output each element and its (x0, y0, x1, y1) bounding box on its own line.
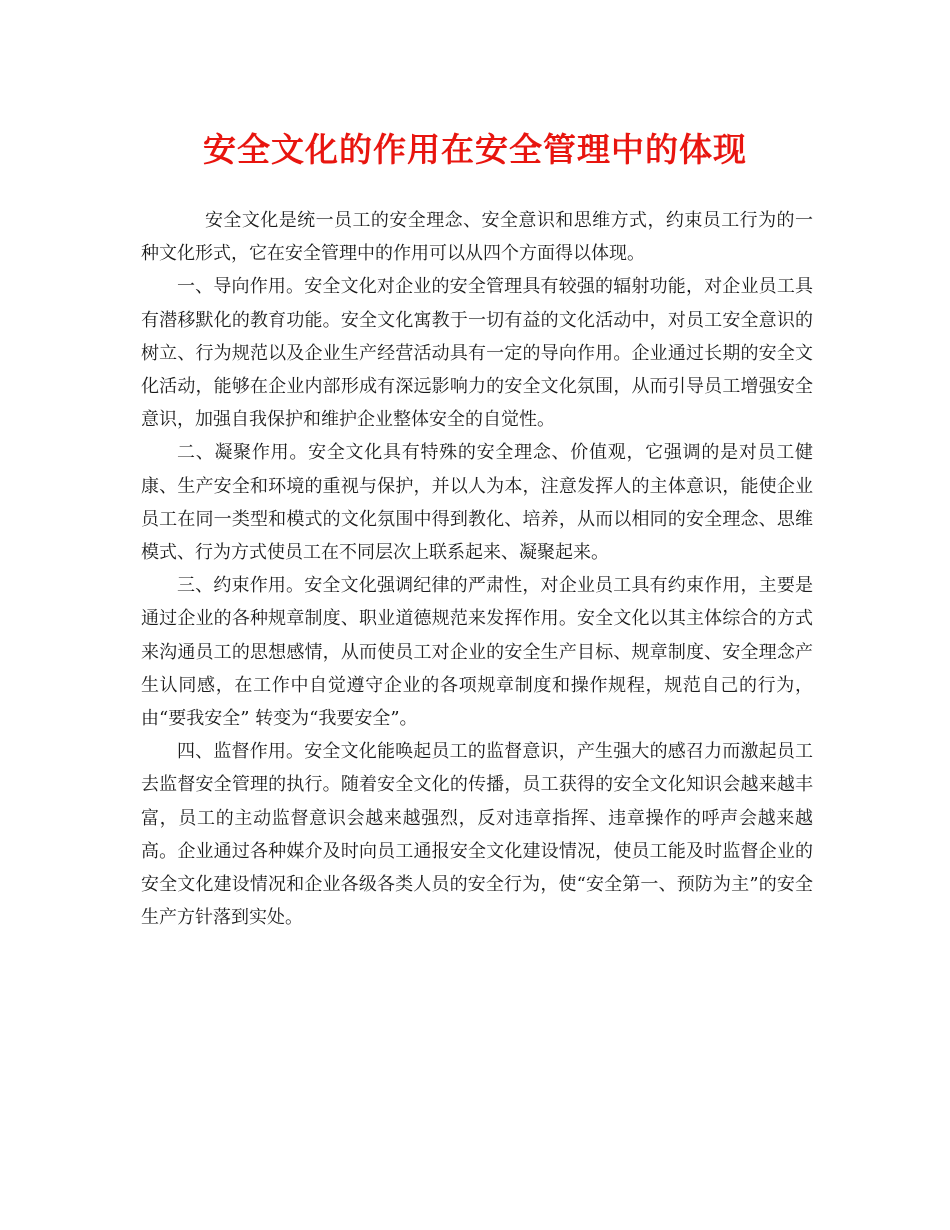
document-title: 安全文化的作用在安全管理中的体现 (203, 130, 747, 169)
paragraph-constraint: 三、约束作用。安全文化强调纪律的严肃性，对企业员工具有约束作用，主要是通过企业的各种规章制度、职业道德规范来发挥作用。安全文化以其主体综合的方式来沟通员工的思想感情，从而使员工对企业的安全生产目标、规章制度、安全理念产生认同感，在工作中自觉遵守企业的各项规章制度和操作规程，规范自己的行为，由“要我安全” 转变为“我要安全”。 (141, 575, 813, 730)
paragraph-intro: 安全文化是统一员工的安全理念、安全意识和思维方式，约束员工行为的一种文化形式，它在安全管理中的作用可以从四个方面得以体现。 (141, 210, 813, 265)
paragraph-guidance: 一、导向作用。安全文化对企业的安全管理具有较强的辐射功能，对企业员工具有潜移默化的教育功能。安全文化寓教于一切有益的文化活动中，对员工安全意识的树立、行为规范以及企业生产经营活动具有一定的导向作用。企业通过长期的安全文化活动，能够在企业内部形成有深远影响力的安全文化氛围，从而引导员工增强安全意识，加强自我保护和维护企业整体安全的自觉性。 (141, 276, 813, 431)
document-body (141, 204, 813, 934)
paragraph-cohesion: 二、凝聚作用。安全文化具有特殊的安全理念、价值观，它强调的是对员工健康、生产安全和环境的重视与保护，并以人为本，注意发挥人的主体意识，能使企业员工在同一类型和模式的文化氛围中得到教化、培养，从而以相同的安全理念、思维模式、行为方式使员工在不同层次上联系起来、凝聚起来。 (141, 442, 813, 564)
paragraph-supervision: 四、监督作用。安全文化能唤起员工的监督意识，产生强大的感召力而激起员工去监督安全管理的执行。随着安全文化的传播，员工获得的安全文化知识会越来越丰富，员工的主动监督意识会越来越强烈，反对违章指挥、违章操作的呼声会越来越高。企业通过各种媒介及时向员工通报安全文化建设情况，使员工能及时监督企业的安全文化建设情况和企业各级各类人员的安全行为，使“安全第一、预防为主”的安全生产方针落到实处。 (141, 741, 813, 929)
